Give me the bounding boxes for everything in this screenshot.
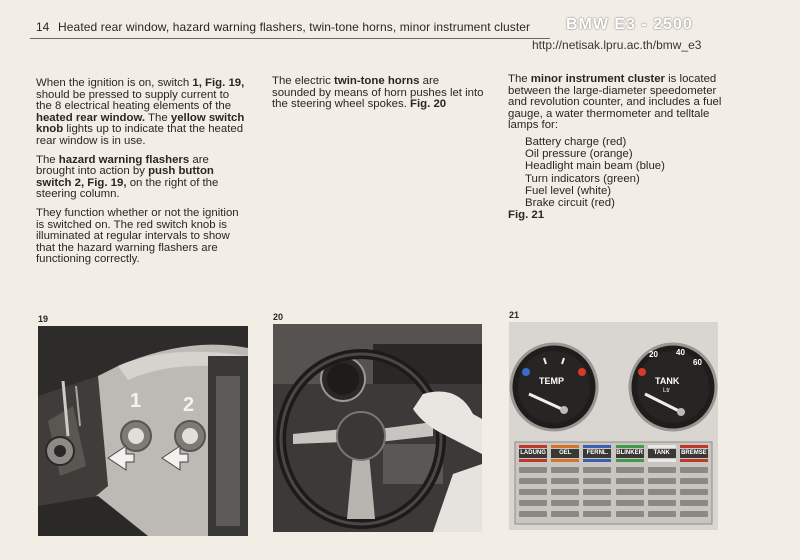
blank-lamp-slot: [616, 489, 644, 495]
tank-gauge-unit: Ltr: [663, 388, 671, 394]
blank-lamp-slot: [551, 500, 579, 506]
figure-21-instrument-cluster: [509, 322, 718, 530]
tank-gauge-label: TANK: [655, 376, 680, 386]
text-column-2: [272, 76, 484, 118]
telltale-lamp-label: BLINKER: [616, 450, 643, 456]
text-run-bold: yellow switch knob: [36, 111, 245, 136]
blank-lamp-slot: [519, 511, 547, 517]
telltale-lamp-color: [648, 459, 676, 462]
watermark-title: BMW E3 - 2500: [566, 16, 693, 33]
text-run: is located between the large-diameter speedometer and revolution counter, and includes a fuel gauge, a water thermometer and telltale lamps for:: [508, 73, 722, 132]
paragraph-instrument-cluster: [508, 74, 728, 132]
blank-lamp-slot: [583, 478, 611, 484]
telltale-lamp-color: [616, 445, 644, 448]
text-run: The: [508, 73, 531, 85]
telltale-lamp: [519, 445, 547, 521]
text-run: on the right of the steering column.: [36, 176, 219, 201]
telltale-lamp-panel: [517, 445, 710, 521]
blank-lamp-slot: [648, 500, 676, 506]
figure-19-label-2: 2: [183, 394, 195, 416]
list-item: Battery charge (red): [525, 135, 627, 148]
figure-21-number: 21: [509, 310, 520, 320]
telltale-lamp-color: [648, 445, 676, 448]
blank-lamp-slot: [551, 511, 579, 517]
telltale-lamp: [583, 445, 611, 521]
telltale-lamp-color: [616, 459, 644, 462]
temp-gauge-label: TEMP: [539, 376, 565, 386]
text-run-bold: push button switch 2, Fig. 19,: [36, 165, 214, 189]
text-run-bold: heated rear window.: [36, 111, 146, 124]
blank-lamp-slot: [519, 478, 547, 484]
text-run: The: [36, 153, 59, 166]
header-rule: [30, 38, 550, 39]
paragraph-horns: [272, 76, 484, 111]
text-run: The electric: [272, 75, 335, 87]
telltale-lamp-color: [551, 445, 579, 448]
blank-lamp-slot: [519, 467, 547, 473]
blank-lamp-slot: [648, 511, 676, 517]
text-run-bold: 1, Fig. 19,: [192, 77, 245, 89]
blank-lamp-slot: [551, 467, 579, 473]
blank-lamp-slot: [680, 478, 708, 484]
telltale-lamp-color: [519, 459, 547, 462]
telltale-lamp: [616, 445, 644, 521]
telltale-lamp-color: [519, 445, 547, 448]
text-column-1: [36, 78, 248, 273]
telltale-lamp-color: [583, 459, 611, 462]
blank-lamp-slot: [680, 500, 708, 506]
tank-scale-40: 40: [676, 348, 685, 357]
list-item: Headlight main beam (blue): [525, 160, 665, 173]
figure-19-number: 19: [38, 314, 49, 324]
paragraph-hazard-function: They function whether or not the ignition is switched on. The red switch knob is illuminated at regular intervals to show that the hazard warning flashers are functioning correctly.: [36, 206, 239, 266]
figure-19-label-1: 1: [130, 390, 142, 412]
figure-20-photo: [273, 324, 482, 532]
text-run: The: [145, 111, 171, 124]
figure-19-photo: [38, 326, 248, 536]
text-run: are brought into action by: [36, 153, 209, 178]
text-run-bold: twin-tone horns: [334, 75, 420, 87]
telltale-lamp-color: [680, 445, 708, 448]
telltale-lamp: [551, 445, 579, 521]
page-number: 14: [36, 20, 50, 34]
telltale-lamp-color: [583, 445, 611, 448]
list-item: Brake circuit (red): [525, 196, 615, 209]
list-item: Fuel level (white): [525, 184, 612, 197]
telltale-lamp-label: BREMSE: [681, 450, 707, 456]
text-run: lights up to indicate that the heated rear window is in use.: [36, 123, 244, 147]
blank-lamp-slot: [551, 478, 579, 484]
text-column-3: [508, 74, 728, 222]
text-run-bold: hazard warning flashers: [58, 153, 190, 166]
blank-lamp-slot: [616, 511, 644, 517]
telltale-lamp-label: OEL: [551, 449, 579, 458]
telltale-lamp-color: [551, 459, 579, 462]
text-run: should be pressed to supply current to the 8 electrical heating elements of the: [36, 88, 232, 113]
blank-lamp-slot: [616, 500, 644, 506]
watermark-url: http://netisak.lpru.ac.th/bmw_e3: [532, 38, 702, 52]
blank-lamp-slot: [616, 467, 644, 473]
text-run: are sounded by means of horn pushes let into the steering wheel spokes.: [272, 75, 484, 111]
tank-scale-60: 60: [693, 358, 702, 367]
page-header-title: Heated rear window, hazard warning flashers, twin-tone horns, minor instrument cluster: [58, 20, 531, 34]
figure-20-number: 20: [273, 312, 284, 322]
text-run-bold: Fig. 20: [410, 98, 447, 111]
blank-lamp-slot: [616, 478, 644, 484]
blank-lamp-slot: [519, 500, 547, 506]
blank-lamp-slot: [680, 511, 708, 517]
blank-lamp-slot: [519, 489, 547, 495]
list-item: Oil pressure (orange): [525, 148, 633, 161]
paragraph-hazard-flashers: [36, 155, 248, 201]
paragraph-heated-window: [36, 78, 248, 148]
blank-lamp-slot: [648, 478, 676, 484]
telltale-lamp: [648, 445, 676, 521]
telltale-lamp-color: [680, 459, 708, 462]
telltale-lamp-label: LADUNG: [520, 450, 546, 456]
text-run-bold: minor instrument cluster: [530, 73, 665, 85]
telltale-lamp: [680, 445, 708, 521]
blank-lamp-slot: [583, 511, 611, 517]
figure-reference: Fig. 21: [508, 209, 545, 222]
blank-lamp-slot: [551, 489, 579, 495]
blank-lamp-slot: [583, 467, 611, 473]
blank-lamp-slot: [648, 489, 676, 495]
blank-lamp-slot: [583, 500, 611, 506]
telltale-lamp-label: TANK: [648, 449, 676, 458]
blank-lamp-slot: [648, 467, 676, 473]
list-item: Turn indicators (green): [525, 172, 640, 185]
tank-scale-20: 20: [649, 350, 658, 359]
blank-lamp-slot: [680, 467, 708, 473]
blank-lamp-slot: [583, 489, 611, 495]
telltale-lamp-list: [525, 136, 728, 209]
blank-lamp-slot: [680, 489, 708, 495]
text-run: When the ignition is on, switch: [36, 77, 193, 89]
telltale-lamp-label: FERNL.: [583, 449, 611, 458]
